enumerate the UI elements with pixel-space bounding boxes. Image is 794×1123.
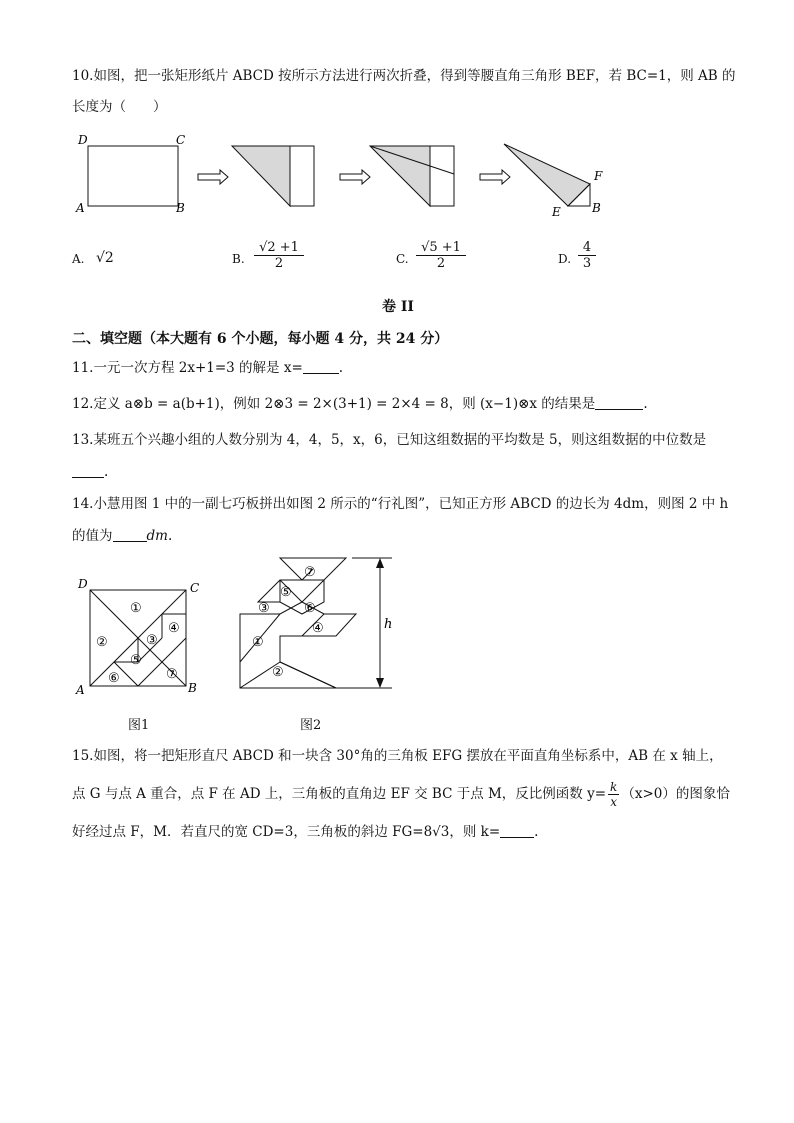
choice-C-letter: C. [396,252,409,266]
choice-D-letter: D. [558,252,572,266]
fig-label-A: A [76,201,85,215]
q10-line2: 长度为（ ） [72,99,167,115]
choice-B-num: √2 +1 [254,240,304,256]
fold-step-3 [504,144,590,206]
q14-unit: dm [146,528,168,544]
fig-label-D: D [78,133,88,147]
choice-B-den: 2 [274,256,284,271]
arrow-icon [480,170,510,184]
q11-line [72,358,343,378]
q13-line2 [72,462,108,482]
choice-D-den: 3 [582,256,592,271]
tangram1-piece-7: ⑦ [166,667,178,682]
arrow-icon [340,170,370,184]
q15-answer-blank[interactable] [500,823,534,838]
q10-folding-figure [70,130,630,220]
q15-end: . [534,824,539,840]
q14-end: . [167,528,173,544]
tangram-figure-2-caption: 图2 [300,718,322,733]
q13-end: . [104,464,109,480]
q13-answer-blank[interactable] [72,463,104,478]
tangram2-piece-2: ② [272,665,284,680]
q11-answer-blank[interactable] [303,359,339,374]
q12-answer-blank[interactable] [595,395,643,410]
choice-A-value: √2 [96,250,114,266]
tangram2-piece-5: ⑤ [280,585,292,600]
q15-frac-num: k [610,780,618,794]
q14-line2 [72,526,172,546]
q15-frac-den: x [610,795,618,809]
choice-B-fraction [254,240,304,271]
tangram1-piece-3: ③ [146,633,158,648]
q12-text: 12.定义 a⊗b = a(b+1)，例如 2⊗3 = 2×(3+1) = 2×4 = 8，则 (x−1)⊗x 的结果是 [72,396,596,412]
q14-line2-pre: 的值为 [72,528,113,544]
choice-B-letter: B. [232,252,245,266]
q10-line1: 10.如图，把一张矩形纸片 ABCD 按所示方法进行两次折叠，得到等腰直角三角形 BEF，若 BC=1，则 AB 的 [72,68,736,84]
q15-line3 [72,822,538,842]
q15-line2-pre: 点 G 与点 A 重合，点 F 在 AD 上，三角板的直角边 EF 交 BC 于点 M，反比例函数 y= [72,786,607,802]
tangram2-piece-3: ③ [258,601,270,616]
arrow-icon [198,170,228,184]
tangram1-piece-6: ⑥ [108,671,120,686]
tangram1-piece-4: ④ [168,621,180,636]
fig-label-B: B [176,201,185,215]
choice-C-den: 2 [436,256,446,271]
fig-label-C: C [176,133,186,147]
tangram2-h-label: h [384,617,393,632]
q12-line [72,394,648,414]
q15-line2-post: （x>0）的图象恰 [621,786,730,802]
tangram1-piece-1: ① [130,601,142,616]
choice-C-fraction [416,240,466,271]
fig-label-F: F [594,169,603,183]
tangram1-piece-2: ② [96,635,108,650]
part2-title: 卷 II [382,299,414,315]
fig-label-E: E [552,205,561,219]
tangram-figure-1 [76,578,206,698]
q15-line2 [72,780,730,809]
choice-C-num: √5 +1 [416,240,466,256]
choice-A-letter: A. [72,252,85,266]
tangram1-piece-5: ⑤ [130,653,142,668]
fig-label-B2: B [592,201,601,215]
q14-answer-blank[interactable] [113,527,147,542]
tangram1-label-D: D [78,577,88,591]
q11-text: 11.一元一次方程 2x+1=3 的解是 x= [72,360,303,376]
fold-step-1 [232,146,314,206]
tangram2-piece-7: ⑦ [304,565,316,580]
tangram1-label-C: C [190,581,200,595]
tangram2-piece-6: ⑥ [304,601,316,616]
q15-fraction [608,780,619,809]
fold-step-2 [370,146,454,206]
q15-line1: 15.如图，将一把矩形直尺 ABCD 和一块含 30°角的三角板 EFG 摆放在平面直角坐标系中，AB 在 x 轴上， [72,748,723,764]
q11-end: . [338,360,344,376]
q13-line1: 13.某班五个兴趣小组的人数分别为 4，4，5，x，6，已知这组数据的平均数是 5，则这组数据的中位数是 [72,432,707,448]
tangram1-label-A: A [76,683,85,697]
tangram2-piece-4: ④ [312,621,324,636]
tangram-figure-1-caption: 图1 [128,718,150,733]
tangram1-label-B: B [188,681,197,695]
choice-D-fraction [578,240,596,271]
tangram2-piece-1: ① [252,635,264,650]
choice-D-num: 4 [578,240,596,256]
q15-line3-pre: 好经过点 F，M．若直尺的宽 CD=3，三角板的斜边 FG=8√3，则 k= [72,824,501,840]
tangram-figure-2 [236,554,406,694]
q14-line1: 14.小慧用图 1 中的一副七巧板拼出如图 2 所示的“行礼图”，已知正方形 ABCD 的边长为 4dm，则图 2 中 h [72,496,729,512]
q12-end: . [643,396,648,412]
section2-title: 二、填空题（本大题有 6 个小题，每小题 4 分，共 24 分） [72,331,449,347]
